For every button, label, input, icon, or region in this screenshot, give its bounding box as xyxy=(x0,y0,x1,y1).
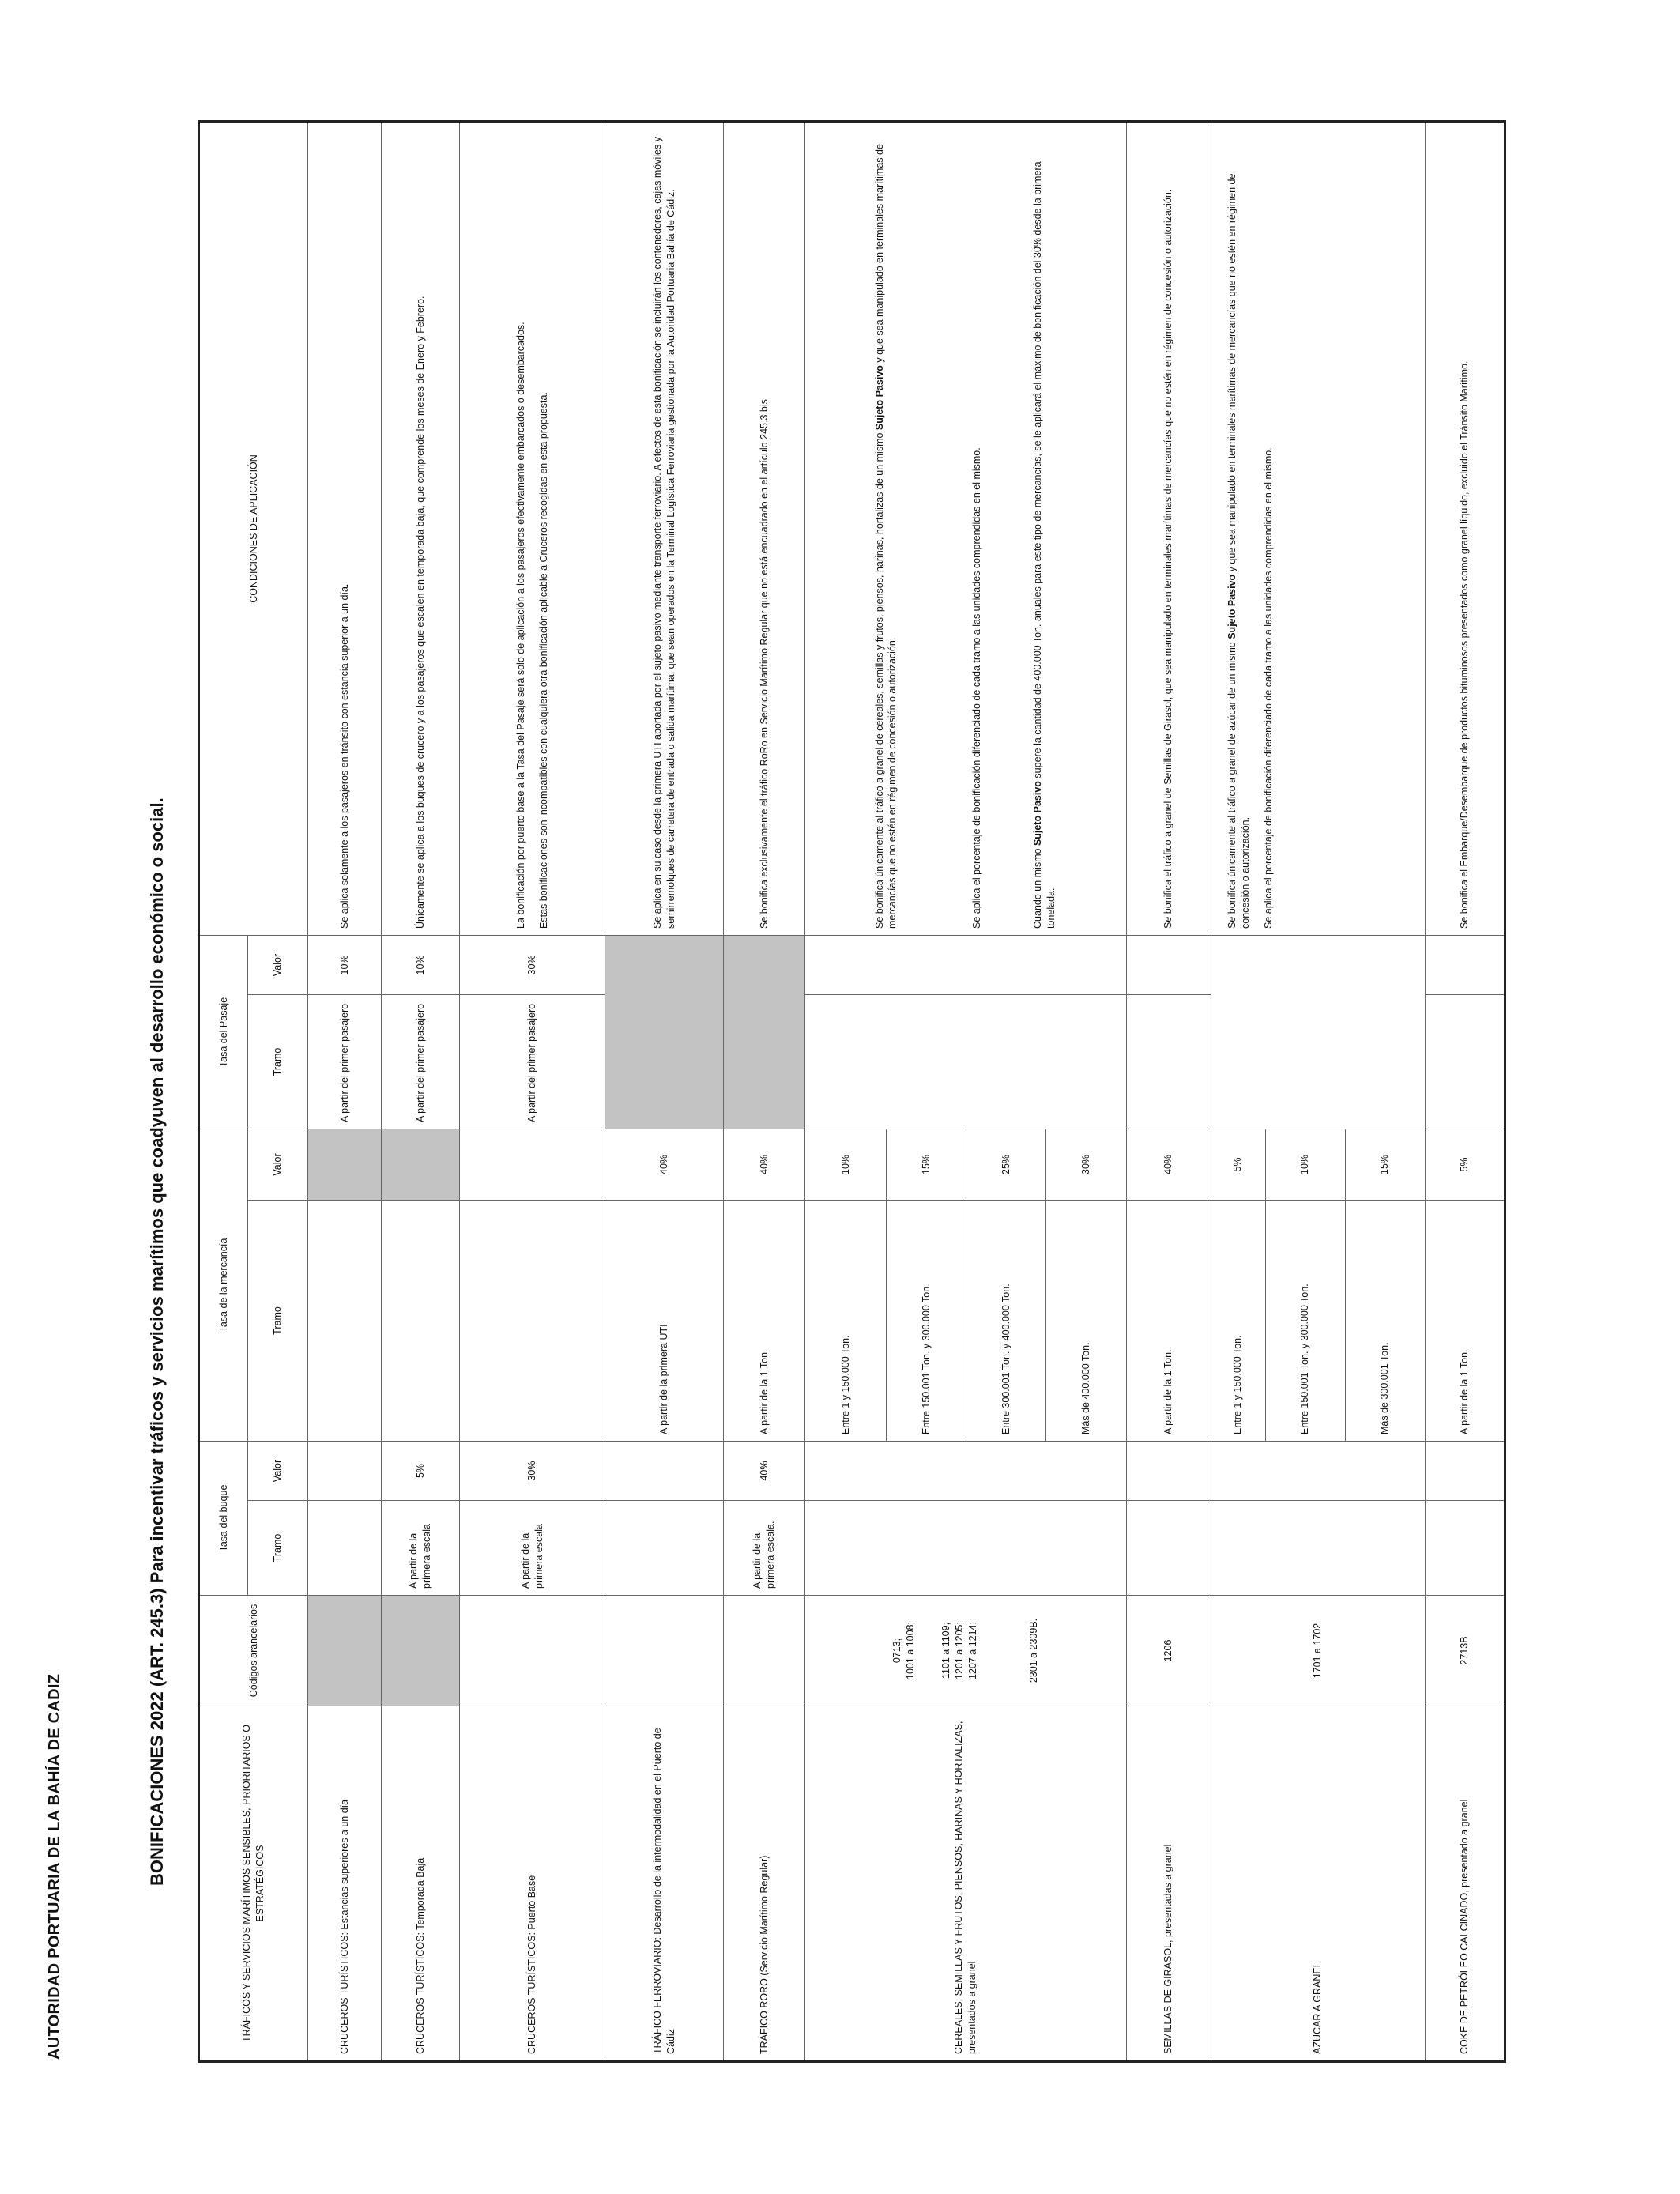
condition-bold: Sujeto Pasivo xyxy=(1226,574,1237,639)
ship-tramo-cell xyxy=(605,1501,724,1596)
goods-tramo-cell xyxy=(382,1200,460,1441)
header-row-1 xyxy=(199,121,248,2061)
goods-valor-cell xyxy=(460,1129,605,1200)
conditions-cell: Se bonifica exclusivamente el tráfico RoRo en Servicio Marítimo Regular que no está encuadrado en el artículo 245.3.bis xyxy=(723,121,804,935)
table-row xyxy=(1425,121,1505,2061)
table-row xyxy=(1126,121,1211,2061)
header-goods-fee: Tasa de la mercancía xyxy=(199,1129,248,1441)
goods-valor-cell: 10% xyxy=(805,1129,887,1200)
code-line: 1207 a 1214; xyxy=(966,1622,978,1679)
pax-valor-cell: 10% xyxy=(382,935,460,994)
table-row xyxy=(382,121,460,2061)
condition-paragraph xyxy=(1226,129,1252,929)
traffic-cell: COKE DE PETRÓLEO CALCINADO, presentado a granel xyxy=(1425,1706,1505,2062)
ship-tramo-cell xyxy=(1425,1501,1505,1596)
condition-paragraph: Se aplica el porcentaje de bonificación diferenciado de cada tramo a las unidades comprendidas en el mismo. xyxy=(1262,447,1274,929)
codes-cell xyxy=(605,1596,724,1706)
pax-valor-cell xyxy=(1425,935,1505,994)
goods-tramo-cell xyxy=(460,1200,605,1441)
code-line: 1101 a 1109; xyxy=(940,1622,951,1679)
code-line: 0713; xyxy=(891,1638,903,1664)
header-ship-valor: Valor xyxy=(248,1441,308,1500)
goods-valor-cell xyxy=(382,1129,460,1200)
condition-paragraph xyxy=(873,129,900,929)
pax-valor-cell xyxy=(1126,935,1211,994)
condition-text: Se bonifica únicamente al tráfico a granel de cereales, semillas y frutos, piensos, harinas, hortalizas de un mismo xyxy=(873,430,885,929)
pax-gray-cell xyxy=(605,935,724,1129)
table-row xyxy=(805,121,887,2061)
ship-valor-cell xyxy=(1211,1441,1425,1500)
pax-tramo-cell xyxy=(1126,994,1211,1129)
condition-text: y que sea manipulado en terminales marítimas de mercancías que no estén en régimen de concesión o autorización. xyxy=(1226,173,1251,929)
traffic-cell: CRUCEROS TURÍSTICOS: Temporada Baja xyxy=(382,1706,460,2062)
ship-valor-cell: 5% xyxy=(382,1441,460,1500)
ship-valor-cell: 40% xyxy=(723,1441,804,1500)
table-row xyxy=(1211,121,1265,2061)
condition-paragraph xyxy=(1031,129,1058,929)
traffic-cell: CEREALES, SEMILLAS Y FRUTOS, PIENSOS, HARINAS Y HORTALIZAS, presentados a granel xyxy=(805,1706,1127,2062)
goods-valor-cell: 15% xyxy=(887,1129,966,1200)
pax-tramo-cell: A partir del primer pasajero xyxy=(460,994,605,1129)
conditions-cell: Únicamente se aplica a los buques de crucero y a los pasajeros que escalen en temporada baja, que comprende los meses de Enero y Febrero. xyxy=(382,121,460,935)
goods-tramo-cell: A partir de la 1 Ton. xyxy=(723,1200,804,1441)
code-line: 2301 a 2309B. xyxy=(1027,1618,1039,1683)
codes-cell: 1206 xyxy=(1126,1596,1211,1706)
header-goods-valor: Valor xyxy=(248,1129,308,1200)
condition-paragraph: Se aplica el porcentaje de bonificación diferenciado de cada tramo a las unidades comprendidas en el mismo. xyxy=(971,447,983,929)
condition-bold: Sujeto Pasivo xyxy=(1032,781,1044,846)
header-goods-tramo: Tramo xyxy=(248,1200,308,1441)
goods-tramo-cell: A partir de la 1 Ton. xyxy=(1126,1200,1211,1441)
condition-paragraph: Estas bonificaciones son incompatibles con cualquiera otra bonificación aplicable a Cruceros recogidas en esta propuesta. xyxy=(537,392,549,929)
codes-cell xyxy=(805,1596,1127,1706)
document-title: BONIFICACIONES 2022 (ART. 245.3) Para incentivar tráficos y servicios marítimos que coadyuven al desarrollo económico o social. xyxy=(147,797,167,1886)
pax-tramo-cell: A partir del primer pasajero xyxy=(308,994,382,1129)
ship-tramo-cell: A partir de la primera escala. xyxy=(723,1501,804,1596)
goods-valor-cell: 10% xyxy=(1265,1129,1345,1200)
traffic-cell: SEMILLAS DE GIRASOL, presentadas a granel xyxy=(1126,1706,1211,2062)
codes-cell xyxy=(723,1596,804,1706)
condition-bold: Sujeto Pasivo xyxy=(873,365,885,431)
pax-tramo-cell xyxy=(805,994,1127,1129)
traffic-cell: TRÁFICO RORO (Servicio Marítimo Regular) xyxy=(723,1706,804,2062)
traffic-cell: TRÁFICO FERROVIARIO: Desarrollo de la intermodalidad en el Puerto de Cádiz xyxy=(605,1706,724,2062)
ship-tramo-cell xyxy=(1211,1501,1425,1596)
pax-valor-cell: 10% xyxy=(308,935,382,994)
goods-valor-cell: 5% xyxy=(1425,1129,1505,1200)
conditions-cell xyxy=(805,121,1127,935)
conditions-cell xyxy=(460,121,605,935)
goods-tramo-cell: A partir de la 1 Ton. xyxy=(1425,1200,1505,1441)
organization-header: AUTORIDAD PORTUARIA DE LA BAHÍA DE CADIZ xyxy=(46,1673,63,2060)
ship-valor-cell xyxy=(308,1441,382,1500)
conditions-cell: Se aplica en su caso desde la primera UTI aportada por el sujeto pasivo mediante transporte ferroviario. A efectos de esta bonificación se incluirán los contenedores, cajas móviles y semirremolques de carretera de entrada o salida marítima, que sean operados en la Terminal Logística Ferroviaria gestionada por la Autoridad Portuaria Bahía de Cádiz. xyxy=(605,121,724,935)
code-line: 1001 a 1008; xyxy=(905,1622,917,1679)
ship-tramo-cell: A partir de la primera escala xyxy=(382,1501,460,1596)
pax-valor-cell: 30% xyxy=(460,935,605,994)
condition-text: Cuando un mismo xyxy=(1032,846,1044,929)
traffic-cell: AZUCAR A GRANEL xyxy=(1211,1706,1425,2062)
pax-tramo-cell: A partir del primer pasajero xyxy=(382,994,460,1129)
ship-tramo-cell xyxy=(805,1501,1127,1596)
goods-valor-cell: 5% xyxy=(1211,1129,1265,1200)
goods-valor-cell: 40% xyxy=(605,1129,724,1200)
header-traffic: TRÁFICOS Y SERVICIOS MARÍTIMOS SENSIBLES, PRIORITARIOS O ESTRATÉGICOS xyxy=(199,1706,308,2062)
ship-valor-cell xyxy=(1126,1441,1211,1500)
goods-tramo-cell: Entre 300.001 Ton. y 400.000 Ton. xyxy=(966,1200,1046,1441)
conditions-cell xyxy=(1211,121,1425,935)
conditions-cell: Se bonifica el tráfico a granel de Semillas de Girasol, que sea manipulado en terminales marítimas de mercancías que no estén en régimen de concesión o autorización. xyxy=(1126,121,1211,935)
table-row xyxy=(605,121,724,2061)
ship-valor-cell xyxy=(805,1441,1127,1500)
goods-tramo-cell: Entre 150.001 Ton. y 300.000 Ton. xyxy=(887,1200,966,1441)
header-codes: Códigos arancelarios xyxy=(199,1596,308,1706)
codes-cell xyxy=(460,1596,605,1706)
goods-tramo-cell: Más de 300.001 Ton. xyxy=(1345,1200,1425,1441)
goods-tramo-cell: Entre 1 y 150.000 Ton. xyxy=(1211,1200,1265,1441)
condition-text: supere la cantidad de 400.000 Ton. anuales para este tipo de mercancías, se le aplicará el máximo de bonificación del 30% desde la primera tonelada. xyxy=(1032,161,1057,929)
conditions-cell: Se aplica solamente a los pasajeros en tránsito con estancia superior a un día. xyxy=(308,121,382,935)
goods-valor-cell: 15% xyxy=(1345,1129,1425,1200)
goods-valor-cell: 25% xyxy=(966,1129,1046,1200)
goods-tramo-cell: Más de 400.000 Ton. xyxy=(1046,1200,1126,1441)
goods-tramo-cell: A partir de la primera UTI xyxy=(605,1200,724,1441)
header-ship-tramo: Tramo xyxy=(248,1501,308,1596)
header-pax-tramo: Tramo xyxy=(248,994,308,1129)
conditions-cell: Se bonifica el Embarque/Desembarque de productos bituminosos presentados como granel líquido, excluido el Tránsito Marítimo. xyxy=(1425,121,1505,935)
ship-valor-cell xyxy=(605,1441,724,1500)
traffic-cell: CRUCEROS TURÍSTICOS: Puerto Base xyxy=(460,1706,605,2062)
pax-valor-cell xyxy=(805,935,1127,994)
table-row xyxy=(460,121,605,2061)
ship-valor-cell xyxy=(1425,1441,1505,1500)
table-row xyxy=(308,121,382,2061)
codes-cell xyxy=(308,1596,382,1706)
goods-valor-cell: 40% xyxy=(1126,1129,1211,1200)
goods-tramo-cell xyxy=(308,1200,382,1441)
codes-cell xyxy=(382,1596,460,1706)
ship-valor-cell: 30% xyxy=(460,1441,605,1500)
ship-tramo-cell: A partir de la primera escala xyxy=(460,1501,605,1596)
goods-tramo-cell: Entre 1 y 150.000 Ton. xyxy=(805,1200,887,1441)
goods-valor-cell: 40% xyxy=(723,1129,804,1200)
header-conditions: CONDICIONES DE APLICACIÓN xyxy=(199,121,308,935)
pax-empty-cell xyxy=(1211,935,1425,1129)
table-row xyxy=(723,121,804,2061)
header-ship-fee: Tasa del buque xyxy=(199,1441,248,1595)
codes-cell: 1701 a 1702 xyxy=(1211,1596,1425,1706)
traffic-cell: CRUCEROS TURÍSTICOS: Estancias superiores a un día xyxy=(308,1706,382,2062)
goods-tramo-cell: Entre 150.001 Ton. y 300.000 Ton. xyxy=(1265,1200,1345,1441)
header-passenger-fee: Tasa del Pasaje xyxy=(199,935,248,1129)
condition-paragraph: La bonificación por puerto base a la Tasa del Pasaje será solo de aplicación a los pasajeros efectivamente embarcados o desembarcados. xyxy=(514,322,526,929)
condition-text: y que sea manipulado en terminales marítimas de mercancías que no estén en régimen de concesión o autorización. xyxy=(873,144,898,929)
bonuses-table xyxy=(198,120,1506,2063)
pax-gray-cell xyxy=(723,935,804,1129)
goods-valor-cell xyxy=(308,1129,382,1200)
ship-tramo-cell xyxy=(1126,1501,1211,1596)
header-pax-valor: Valor xyxy=(248,935,308,994)
goods-valor-cell: 30% xyxy=(1046,1129,1126,1200)
codes-cell: 2713B xyxy=(1425,1596,1505,1706)
pax-tramo-cell xyxy=(1425,994,1505,1129)
ship-tramo-cell xyxy=(308,1501,382,1596)
condition-text: Se bonifica únicamente al tráfico a granel de azúcar de un mismo xyxy=(1226,639,1237,929)
code-line: 1201 a 1205; xyxy=(953,1622,965,1679)
